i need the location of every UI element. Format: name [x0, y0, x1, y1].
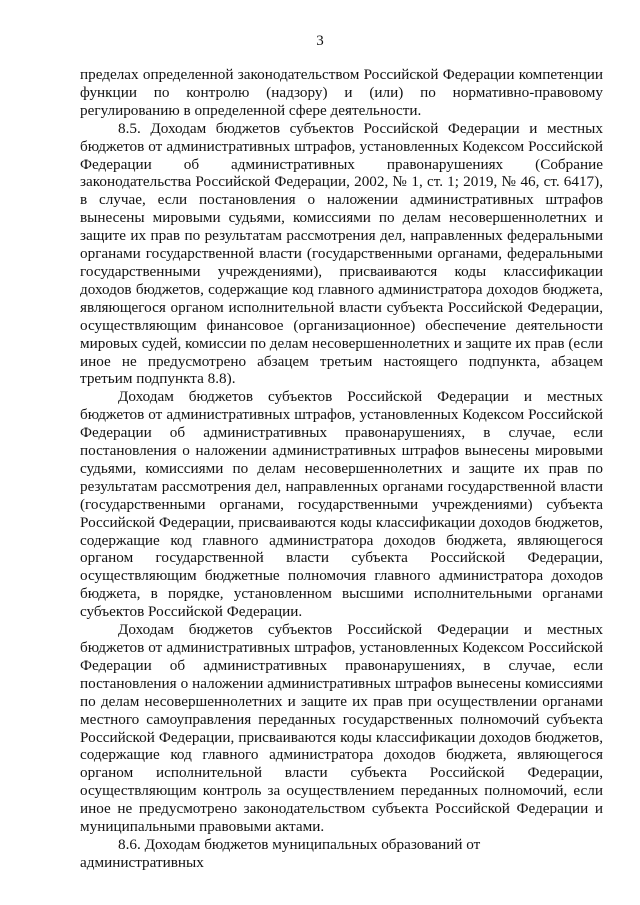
page-number: 3 [316, 33, 324, 49]
paragraph-regional-authorities: Доходам бюджетов субъектов Российской Федерации и местных бюджетов от административных штрафов, установленных Кодексом Российской Федерации об административных правонарушениях, в случае, если постановления о наложении административных штрафов вынесены мировыми судьями, комиссиями по делам несовершеннолетних и защите их прав по результатам рассмотрения дел, направленных органами государственной власти (государственными органами, государственными учреждениями) субъекта Российской Федерации, присваиваются коды классификации доходов бюджетов, содержащие код главного администратора доходов бюджета, являющегося органом государственной власти субъекта Российской Федерации, осуществляющим бюджетные полномочия главного администратора доходов бюджета, в порядке, установленном высшими исполнительными органами субъектов Российской Федерации. [80, 388, 603, 621]
document-body [80, 66, 603, 871]
paragraph-continuation: пределах определенной законодательством Российской Федерации компетенции функции по контролю (надзору) и (или) по нормативно-правовому регулированию в определенной сфере деятельности. [80, 66, 603, 119]
paragraph-local-self-government: Доходам бюджетов субъектов Российской Федерации и местных бюджетов от административных штрафов, установленных Кодексом Российской Федерации об административных правонарушениях, в случае, если постановления о наложении административных штрафов вынесены комиссиями по делам несовершеннолетних и защите их прав при осуществлении органами местного самоуправления переданных государственных полномочий субъекта Российской Федерации, присваиваются коды классификации доходов бюджетов, содержащие код главного администратора доходов бюджета, являющегося органом исполнительной власти субъекта Российской Федерации, осуществляющим контроль за осуществлением переданных полномочий, если иное не предусмотрено законодательством субъекта Российской Федерации и муниципальными правовыми актами. [80, 621, 603, 836]
paragraph-8-6: 8.6. Доходам бюджетов муниципальных образований от административных [80, 835, 481, 871]
paragraph-8-5: 8.5. Доходам бюджетов субъектов Российской Федерации и местных бюджетов от административных штрафов, установленных Кодексом Российской Федерации об административных правонарушениях (Собрание законодательства Российской Федерации, 2002, № 1, ст. 1; 2019, № 46, ст. 6417), в случае, если постановления о наложении административных штрафов вынесены мировыми судьями, комиссиями по делам несовершеннолетних и защите их прав по результатам рассмотрения дел, направленных федеральными органами государственной власти (государственными органами, федеральными государственными учреждениями), присваиваются коды классификации доходов бюджетов, содержащие код главного администратора доходов бюджета, являющегося органом исполнительной власти субъекта Российской Федерации, осуществляющим финансовое (организационное) обеспечение деятельности мировых судей, комиссии по делам несовершеннолетних и защите их прав (если иное не предусмотрено абзацем третьим настоящего подпункта, абзацем третьим подпункта 8.8). [80, 119, 603, 388]
